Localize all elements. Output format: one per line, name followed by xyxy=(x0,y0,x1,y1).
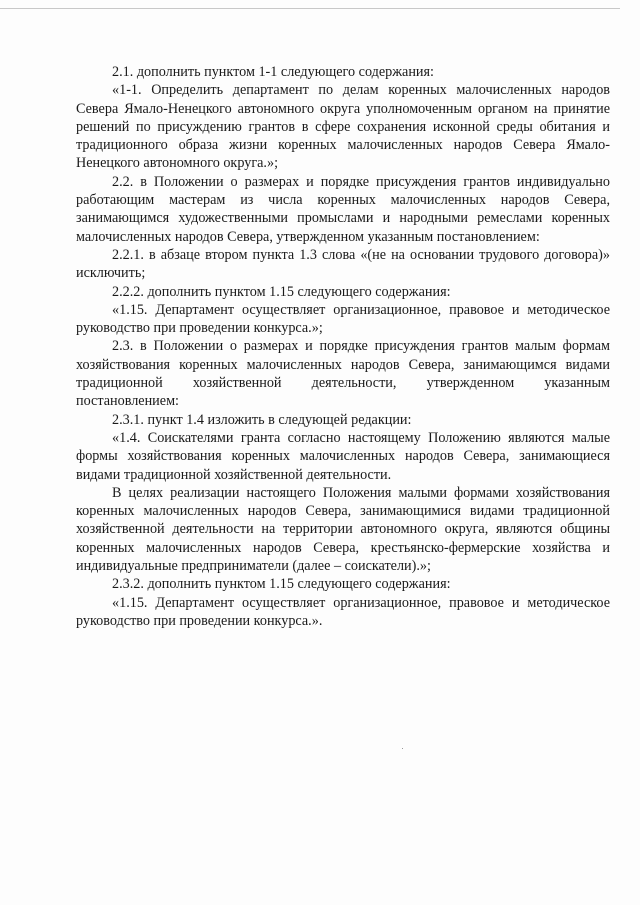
paragraph-2-1: 2.1. дополнить пунктом 1-1 следующего содержания: xyxy=(112,64,434,80)
page-edge-line xyxy=(0,8,620,9)
paragraph-2-3: 2.3. в Положении о размерах и порядке присуждения грантов малым формам хозяйствования коренных малочисленных народов Севера, занимающимся видами традиционной хозяйственной деятельности, утвержденном указанным постановлением: xyxy=(76,338,610,410)
paragraph-2-2-2: 2.2.2. дополнить пунктом 1.15 следующего содержания: xyxy=(112,283,451,300)
paragraph-1-15-quote-b: «1.15. Департамент осуществляет организационное, правовое и методическое руководство при проведении конкурса.». xyxy=(76,594,610,629)
paragraph-1-4-quote: «1.4. Соискателями гранта согласно настоящему Положению являются малые формы хозяйствования коренных малочисленных народов Севера, занимающиеся видами традиционной хозяйственной деятельности. xyxy=(76,429,610,483)
paragraph-2-2-1: 2.2.1. в абзаце втором пункта 1.3 слова «(не на основании трудового договора)» исключить; xyxy=(76,246,610,282)
document-body xyxy=(76,63,610,630)
paragraph-in-purposes: В целях реализации настоящего Положения малыми формами хозяйствования коренных малочисленных народов Севера, занимающимися видами традиционной хозяйственной деятельности на территории автономного округа, являются общины коренных малочисленных народов Севера, крестьянско-фермерские хозяйства и индивидуальные предприниматели (далее – соискатели).»; xyxy=(76,484,610,575)
scan-speck xyxy=(402,748,403,749)
paragraph-1-1-quote: «1-1. Определить департамент по делам коренных малочисленных народов Севера Ямало-Ненецкого автономного округа уполномоченным органом на принятие решений по присуждению грантов в сфере сохранения исконной среды обитания и традиционного образа жизни коренных малочисленных народов Севера Ямало-Ненецкого автономного округа.»; xyxy=(76,82,610,172)
paragraph-1-15-quote-a: «1.15. Департамент осуществляет организационное, правовое и методическое руководство при проведении конкурса.»; xyxy=(76,301,610,337)
paragraph-2-3-1: 2.3.1. пункт 1.4 изложить в следующей редакции: xyxy=(112,411,412,428)
paragraph-2-2: 2.2. в Положении о размерах и порядке присуждения грантов индивидуально работающим мастерам из числа коренных малочисленных народов Севера, занимающимся художественными промыслами и народными ремеслами коренных малочисленных народов Севера, утвержденном указанным постановлением: xyxy=(76,173,610,245)
paragraph-2-3-2: 2.3.2. дополнить пунктом 1.15 следующего содержания: xyxy=(112,576,451,593)
